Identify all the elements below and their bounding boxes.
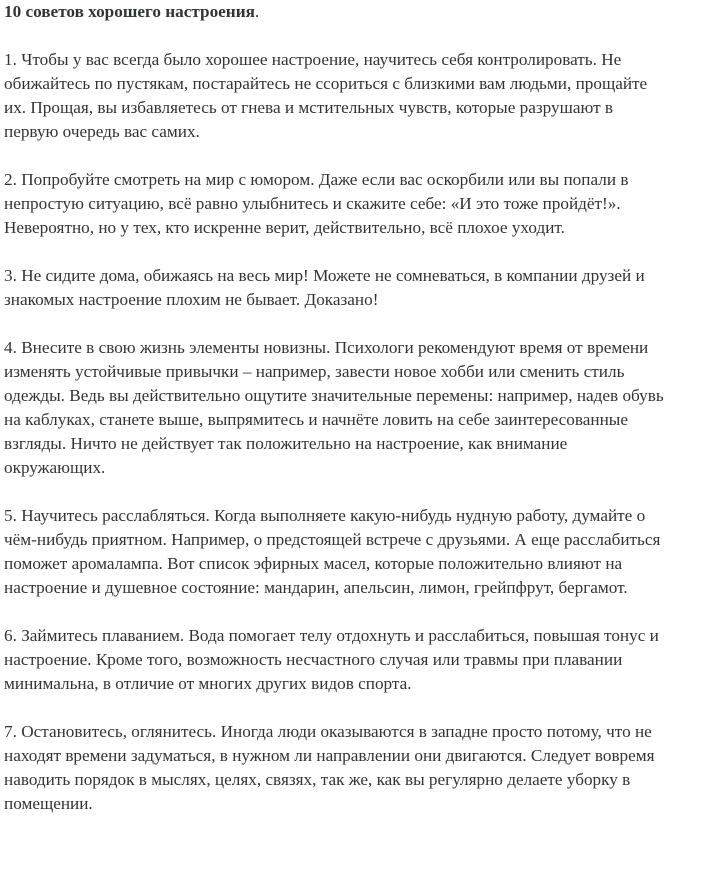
document-body [4,0,700,816]
paragraph-4: 4. Внесите в свою жизнь элементы новизны. Психологи рекомендуют время от времени изменять устойчивые привычки – например, завести новое хобби или сменить стиль одежды. Ведь вы действительно ощутите значительные перемены: например, надев обувь на каблуках, станете выше, выпрямитесь и начнёте ловить на себе заинтересованные взгляды. Ничто не действует так положительно на настроение, как внимание окружающих. [4,338,664,477]
document-title [4,0,700,24]
paragraph-3: 3. Не сидите дома, обижаясь на весь мир! Можете не сомневаться, в компании друзей и знакомых настроение плохим не бывает. Доказано! [4,266,645,309]
paragraph-2: 2. Попробуйте смотреть на мир с юмором. Даже если вас оскорбили или вы попали в непростую ситуацию, всё равно улыбнитесь и скажите себе: «И это тоже пройдёт!». Невероятно, но у тех, кто искренне верит, действительно, всё плохое уходит. [4,170,629,237]
title-text: 10 советов хорошего настроения [4,2,255,21]
paragraph-1: 1. Чтобы у вас всегда было хорошее настроение, научитесь себя контролировать. Не обижайтесь по пустякам, постарайтесь не ссориться с близкими вам людьми, прощайте их. Прощая, вы избавляетесь от гнева и мстительных чувств, которые разрушают в первую очередь вас самих. [4,50,648,141]
paragraph-7: 7. Остановитесь, оглянитесь. Иногда люди оказываются в западне просто потому, что не находят времени задуматься, в нужном ли направлении они двигаются. Следует вовремя наводить порядок в мыслях, целях, связях, так же, как вы регулярно делаете уборку в помещении. [4,722,655,813]
title-suffix: . [254,2,260,21]
paragraph-5: 5. Научитесь расслабляться. Когда выполняете какую-нибудь нудную работу, думайте о чём-нибудь приятном. Например, о предстоящей встрече с друзьями. А еще расслабиться поможет аромалампа. Вот список эфирных масел, которые положительно влияют на настроение и душевное состояние: мандарин, апельсин, лимон, грейпфрут, бергамот. [4,506,661,597]
paragraph-6: 6. Займитесь плаванием. Вода помогает телу отдохнуть и расслабиться, повышая тонус и настроение. Кроме того, возможность несчастного случая или травмы при плавании минимальна, в отличие от многих других видов спорта. [4,626,659,693]
